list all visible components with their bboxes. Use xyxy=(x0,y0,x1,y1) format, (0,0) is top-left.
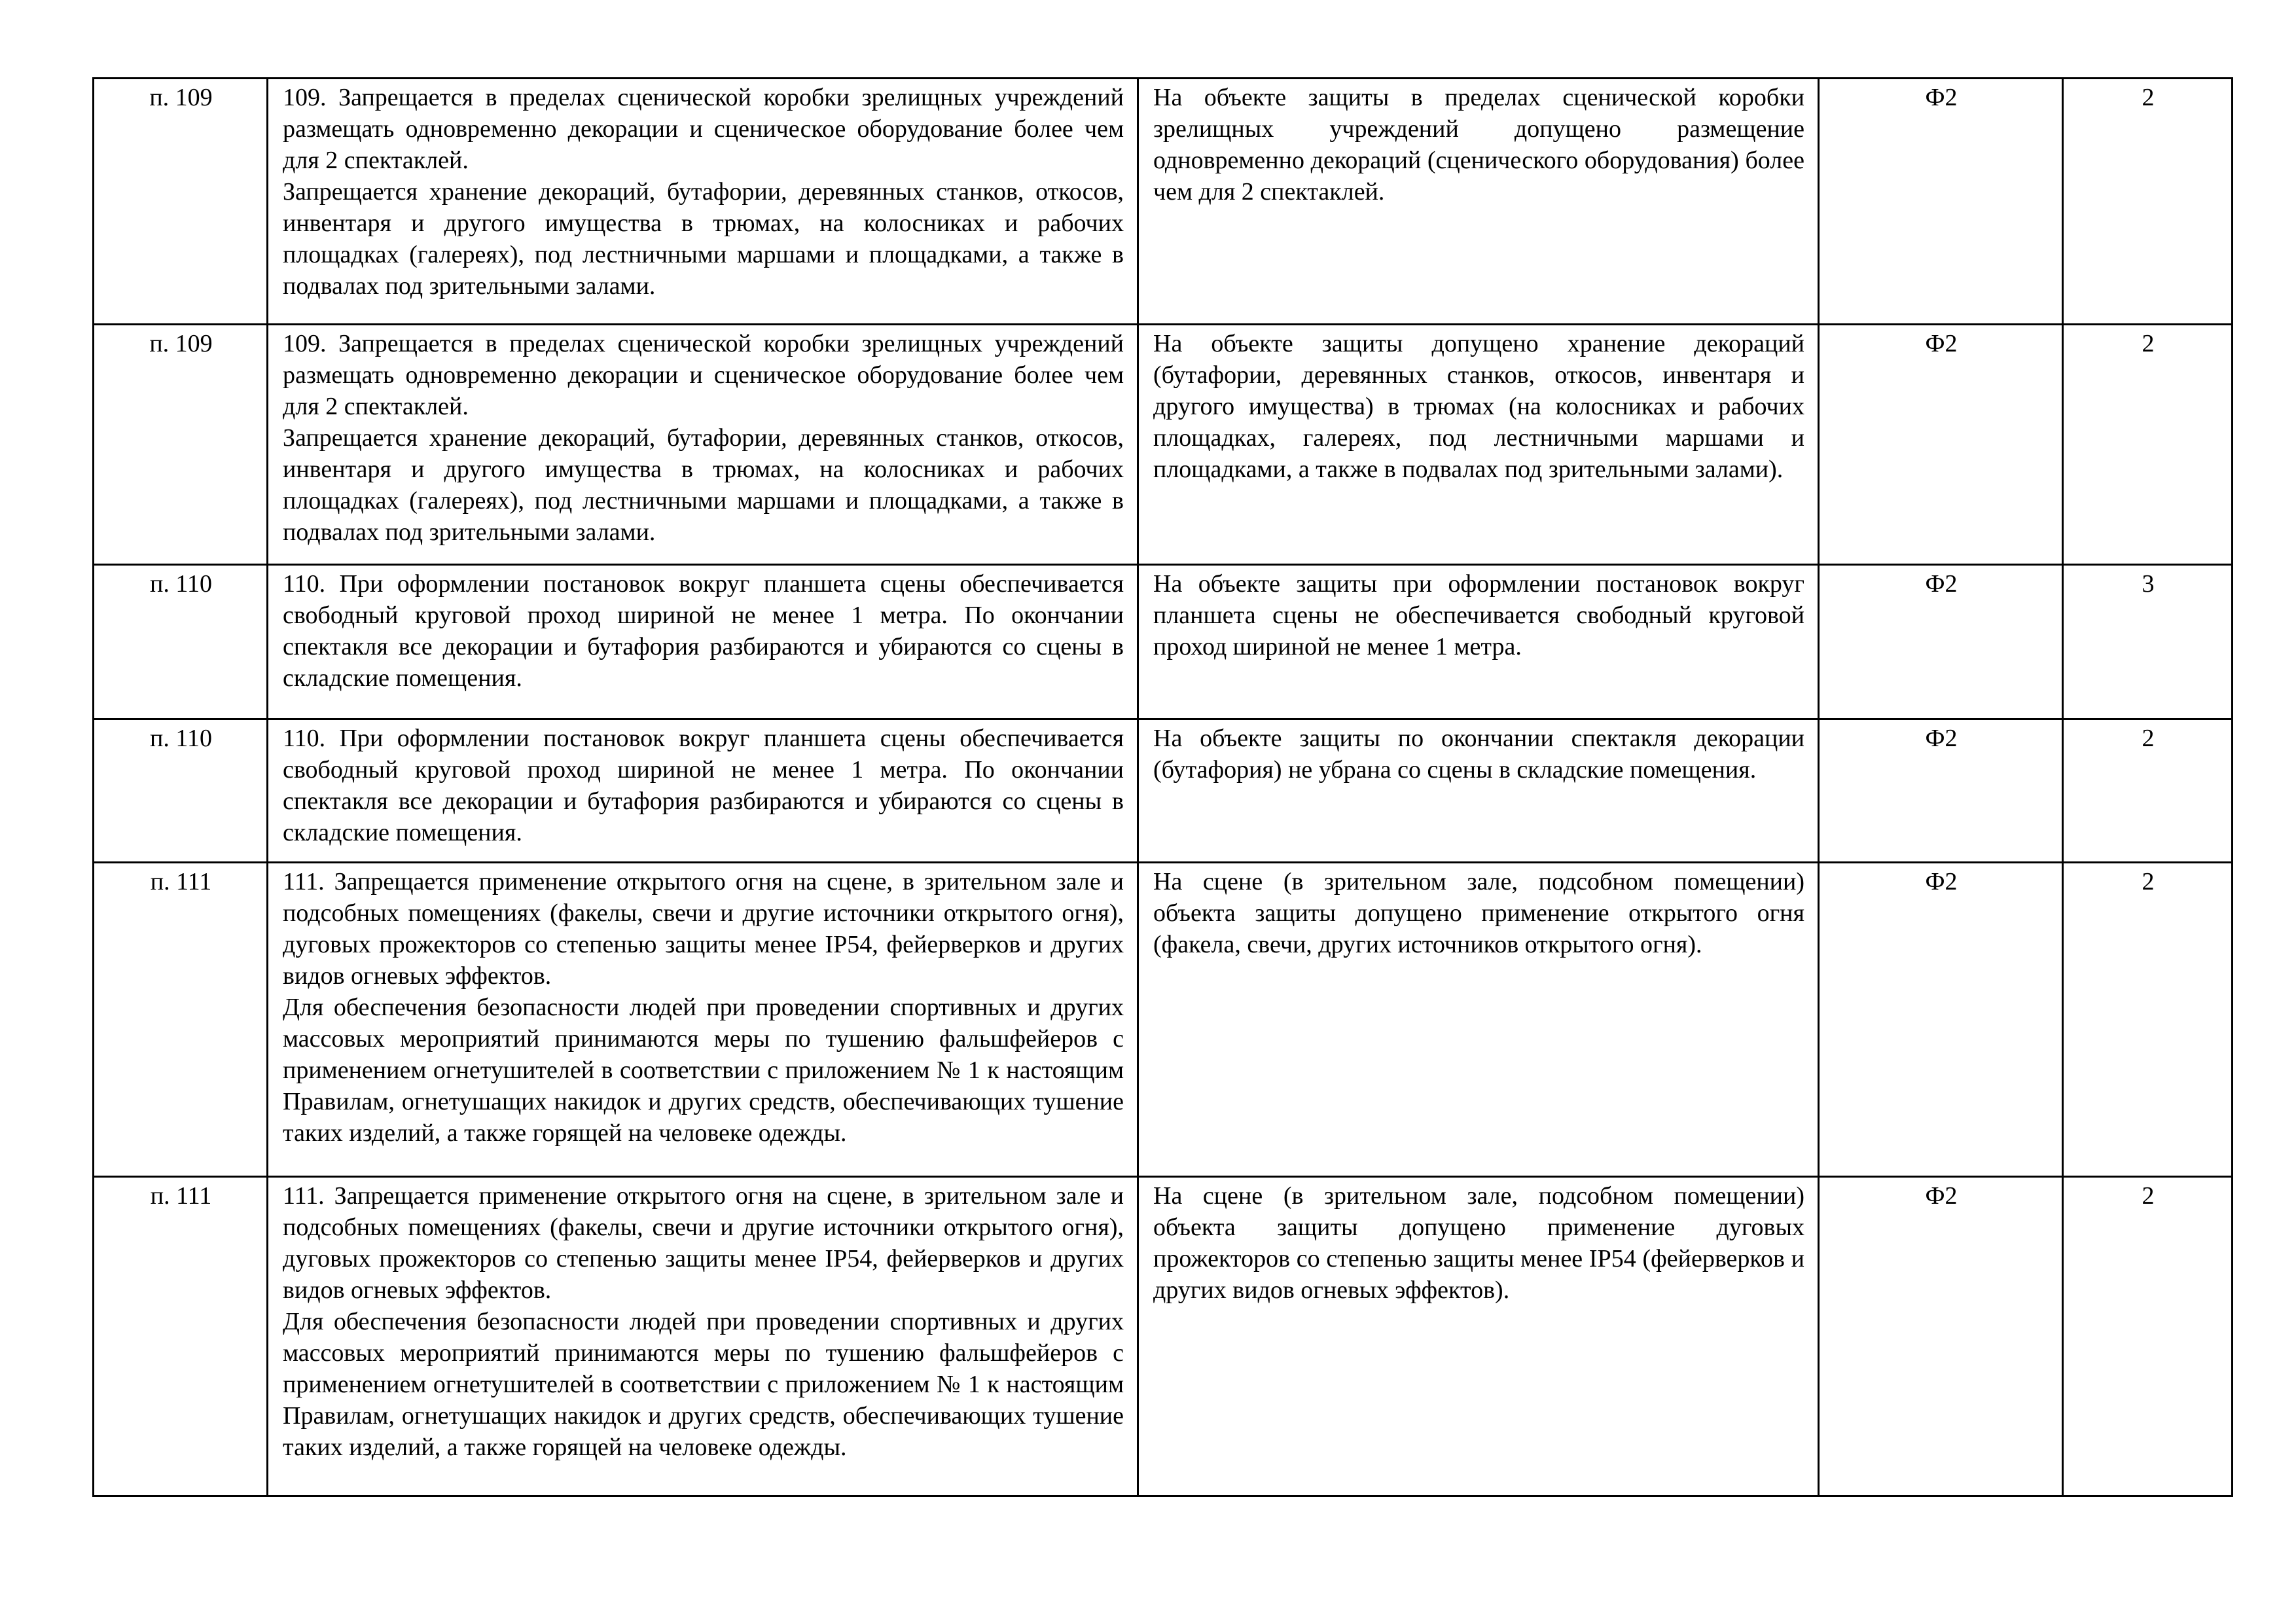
rule-reference: п. 109 xyxy=(94,325,268,565)
table-row xyxy=(94,863,2233,1177)
functional-class: Ф2 xyxy=(1819,325,2063,565)
rule-paragraph: Запрещается хранение декораций, бутафории, деревянных станков, откосов, инвентаря и другого имущества в трюмах, на колосниках и рабочих площадках (галереях), под лестничными маршами и площадками, а также в подвалах под зрительными залами. xyxy=(283,178,1124,300)
rule-text xyxy=(268,565,1138,719)
violation-text: На сцене (в зрительном зале, подсобном помещении) объекта защиты допущено применение открытого огня (факела, свечи, других источников открытого огня). xyxy=(1138,863,1819,1177)
severity-score: 2 xyxy=(2063,1177,2233,1496)
violation-text: На сцене (в зрительном зале, подсобном помещении) объекта защиты допущено применение дуговых прожекторов со степенью защиты менее IP54 (фейерверков и других видов огневых эффектов). xyxy=(1138,1177,1819,1496)
violation-text: На объекте защиты в пределах сценической коробки зрелищных учреждений допущено размещение одновременно декораций (сценического оборудования) более чем для 2 спектаклей. xyxy=(1138,79,1819,325)
rule-paragraph: Для обеспечения безопасности людей при проведении спортивных и других массовых мероприятий принимаются меры по тушению фальшфейеров с применением огнетушителей в соответствии с приложением № 1 к настоящим Правилам, огнетушащих накидок и других средств, обеспечивающих тушение таких изделий, а также горящей на человеке одежды. xyxy=(283,994,1124,1147)
violation-text: На объекте защиты допущено хранение декораций (бутафории, деревянных станков, откосов, инвентаря и другого имущества) в трюмах (на колосниках и рабочих площадках, галереях, под лестничными маршами и площадками, а также в подвалах под зрительными залами). xyxy=(1138,325,1819,565)
table-row xyxy=(94,719,2233,863)
rule-text xyxy=(268,325,1138,565)
functional-class: Ф2 xyxy=(1819,719,2063,863)
functional-class: Ф2 xyxy=(1819,863,2063,1177)
rule-text xyxy=(268,79,1138,325)
rule-text xyxy=(268,1177,1138,1496)
rule-paragraph: 111. Запрещается применение открытого огня на сцене, в зрительном зале и подсобных помещениях (факелы, свечи и другие источники открытого огня), дуговых прожекторов со степенью защиты менее IP54, фейерверков и других видов огневых эффектов. xyxy=(283,1182,1124,1304)
violation-text: На объекте защиты по окончании спектакля декорации (бутафория) не убрана со сцены в складские помещения. xyxy=(1138,719,1819,863)
violation-text: На объекте защиты при оформлении постановок вокруг планшета сцены не обеспечивается свободный круговой проход шириной не менее 1 метра. xyxy=(1138,565,1819,719)
functional-class: Ф2 xyxy=(1819,565,2063,719)
rule-paragraph: Для обеспечения безопасности людей при проведении спортивных и других массовых мероприятий принимаются меры по тушению фальшфейеров с применением огнетушителей в соответствии с приложением № 1 к настоящим Правилам, огнетушащих накидок и других средств, обеспечивающих тушение таких изделий, а также горящей на человеке одежды. xyxy=(283,1308,1124,1461)
severity-score: 2 xyxy=(2063,325,2233,565)
severity-score: 3 xyxy=(2063,565,2233,719)
rule-reference: п. 111 xyxy=(94,1177,268,1496)
rule-reference: п. 110 xyxy=(94,565,268,719)
rule-paragraph: 109. Запрещается в пределах сценической коробки зрелищных учреждений размещать одновременно декорации и сценическое оборудование более чем для 2 спектаклей. xyxy=(283,330,1124,420)
rule-paragraph: 110. При оформлении постановок вокруг планшета сцены обеспечивается свободный круговой проход шириной не менее 1 метра. По окончании спектакля все декорации и бутафория разбираются и убираются со сцены в складские помещения. xyxy=(283,570,1124,692)
rule-reference: п. 111 xyxy=(94,863,268,1177)
severity-score: 2 xyxy=(2063,719,2233,863)
severity-score: 2 xyxy=(2063,79,2233,325)
rule-reference: п. 110 xyxy=(94,719,268,863)
rule-paragraph: 111. Запрещается применение открытого огня на сцене, в зрительном зале и подсобных помещениях (факелы, свечи и другие источники открытого огня), дуговых прожекторов со степенью защиты менее IP54, фейерверков и других видов огневых эффектов. xyxy=(283,868,1124,990)
rule-reference: п. 109 xyxy=(94,79,268,325)
functional-class: Ф2 xyxy=(1819,1177,2063,1496)
rule-paragraph: Запрещается хранение декораций, бутафории, деревянных станков, откосов, инвентаря и другого имущества в трюмах, на колосниках и рабочих площадках (галереях), под лестничными маршами и площадками, а также в подвалах под зрительными залами. xyxy=(283,424,1124,546)
table-row xyxy=(94,565,2233,719)
functional-class: Ф2 xyxy=(1819,79,2063,325)
table-row xyxy=(94,325,2233,565)
table-row xyxy=(94,79,2233,325)
severity-score: 2 xyxy=(2063,863,2233,1177)
rule-paragraph: 109. Запрещается в пределах сценической коробки зрелищных учреждений размещать одновременно декорации и сценическое оборудование более чем для 2 спектаклей. xyxy=(283,84,1124,174)
rule-paragraph: 110. При оформлении постановок вокруг планшета сцены обеспечивается свободный круговой проход шириной не менее 1 метра. По окончании спектакля все декорации и бутафория разбираются и убираются со сцены в складские помещения. xyxy=(283,725,1124,846)
rule-text xyxy=(268,719,1138,863)
requirements-table xyxy=(92,77,2233,1497)
rule-text xyxy=(268,863,1138,1177)
table-row xyxy=(94,1177,2233,1496)
